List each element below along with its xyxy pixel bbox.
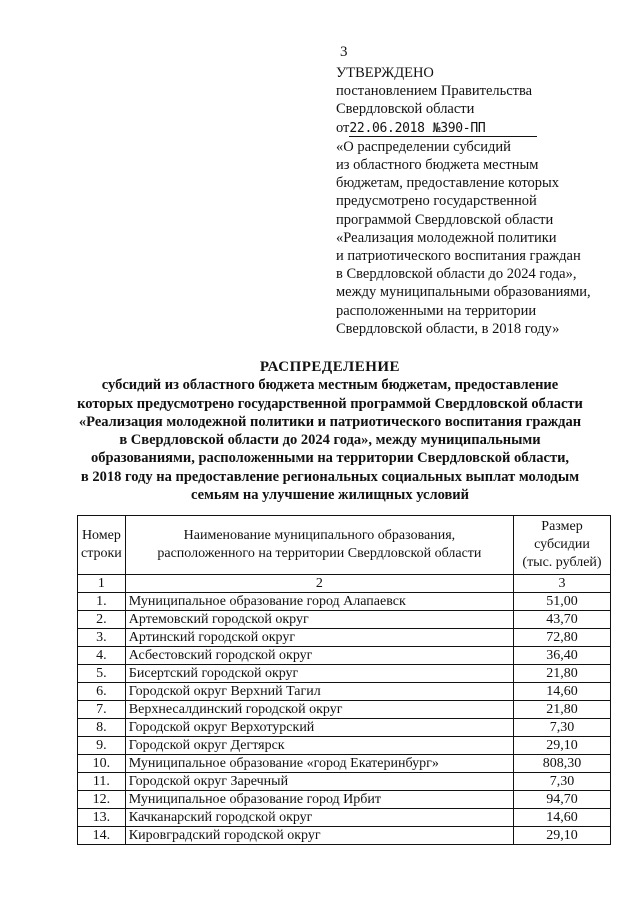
row-number: 10.: [78, 755, 126, 773]
row-number: 9.: [78, 737, 126, 755]
municipality-name: Бисертский городской округ: [125, 665, 513, 683]
approval-line-1: постановлением Правительства: [336, 83, 533, 100]
municipality-name: Качканарский городской округ: [125, 809, 513, 827]
municipality-name: Асбестовский городской округ: [125, 647, 513, 665]
approval-title-line: и патриотического воспитания граждан: [336, 248, 581, 265]
approval-title-line: Свердловской области, в 2018 году»: [336, 320, 560, 337]
approval-date-line: [336, 119, 616, 138]
approval-title-line: «Реализация молодежной политики: [336, 229, 557, 246]
municipality-name: Кировградский городской округ: [125, 827, 513, 845]
approval-line-2: Свердловской области: [336, 101, 475, 118]
row-number: 5.: [78, 665, 126, 683]
approval-title-line: в Свердловской области до 2024 года»,: [336, 266, 577, 283]
document-subtitle-line: в Свердловской области до 2024 года», между муниципальными: [119, 432, 541, 449]
row-number: 7.: [78, 701, 126, 719]
subsidy-amount: 29,10: [514, 737, 611, 755]
approval-block: [336, 64, 616, 338]
row-number: 3.: [78, 629, 126, 647]
subsidy-amount: 36,40: [514, 647, 611, 665]
municipality-name: Артинский городской округ: [125, 629, 513, 647]
subsidy-amount: 21,80: [514, 701, 611, 719]
table-row: [78, 773, 611, 791]
approval-date: 22.06.2018: [349, 120, 425, 136]
column-index: 1: [78, 575, 126, 593]
page-number: 3: [340, 44, 348, 60]
municipality-name: Городской округ Верхотурский: [125, 719, 513, 737]
table-row: [78, 611, 611, 629]
table-row: [78, 737, 611, 755]
document-subtitle-line: семьям на улучшение жилищных условий: [190, 487, 470, 504]
document-title: РАСПРЕДЕЛЕНИЕ: [259, 359, 401, 375]
municipality-name: Муниципальное образование город Ирбит: [125, 791, 513, 809]
row-number: 12.: [78, 791, 126, 809]
table-row: [78, 719, 611, 737]
table-row: [78, 755, 611, 773]
table-row: [78, 701, 611, 719]
table-header-row: [78, 516, 611, 575]
municipality-name: Городской округ Дегтярск: [125, 737, 513, 755]
header-subsidy-amount: Размер субсидии (тыс. рублей): [514, 516, 611, 575]
row-number: 4.: [78, 647, 126, 665]
table-row: [78, 629, 611, 647]
subsidy-amount: 29,10: [514, 827, 611, 845]
table-row: [78, 593, 611, 611]
approval-from: от: [336, 119, 350, 136]
subsidy-amount: 7,30: [514, 719, 611, 737]
row-number: 1.: [78, 593, 126, 611]
table-row: [78, 791, 611, 809]
document-heading: [60, 358, 600, 504]
approval-title-line: программой Свердловской области: [336, 211, 554, 228]
municipality-name: Верхнесалдинский городской округ: [125, 701, 513, 719]
subsidy-amount: 21,80: [514, 665, 611, 683]
row-number: 11.: [78, 773, 126, 791]
approval-number: №390-ПП: [432, 120, 486, 136]
municipality-name: Городской округ Верхний Тагил: [125, 683, 513, 701]
approval-title-line: бюджетам, предоставление которых: [336, 175, 560, 192]
row-number: 6.: [78, 683, 126, 701]
subsidy-amount: 7,30: [514, 773, 611, 791]
row-number: 2.: [78, 611, 126, 629]
subsidy-amount: 14,60: [514, 683, 611, 701]
column-index: 2: [125, 575, 513, 593]
subsidy-amount: 94,70: [514, 791, 611, 809]
municipality-name: Муниципальное образование город Алапаевск: [125, 593, 513, 611]
approval-title-line: между муниципальными образованиями,: [336, 284, 591, 301]
municipality-name: Городской округ Заречный: [125, 773, 513, 791]
header-municipality-name: Наименование муниципального образования, расположенного на территории Свердловской области: [125, 516, 513, 575]
document-subtitle-line: которых предусмотрено государственной программой Свердловской области: [77, 395, 583, 412]
column-index-row: [78, 575, 611, 593]
document-subtitle-line: в 2018 году на предоставление региональных социальных выплат молодым: [80, 468, 580, 485]
document-subtitle-line: образованиями, расположенными на территории Свердловской области,: [90, 450, 570, 467]
header-row-number: Номер строки: [78, 516, 126, 575]
municipality-name: Артемовский городской округ: [125, 611, 513, 629]
subsidy-amount: 51,00: [514, 593, 611, 611]
approval-title-line: «О распределении субсидий: [336, 138, 511, 155]
approval-title-line: из областного бюджета местным: [336, 157, 539, 174]
row-number: 8.: [78, 719, 126, 737]
approval-title: [336, 138, 616, 338]
column-index: 3: [514, 575, 611, 593]
table-row: [78, 809, 611, 827]
municipality-name: Муниципальное образование «город Екатеринбург»: [125, 755, 513, 773]
distribution-table: [77, 515, 611, 845]
approval-title-line: предусмотрено государственной: [336, 193, 537, 210]
approval-title-line: расположенными на территории: [336, 302, 537, 319]
table-row: [78, 665, 611, 683]
row-number: 13.: [78, 809, 126, 827]
table-row: [78, 827, 611, 845]
document-subtitle-line: субсидий из областного бюджета местным бюджетам, предоставление: [101, 377, 559, 394]
subsidy-amount: 14,60: [514, 809, 611, 827]
approval-heading: УТВЕРЖДЕНО: [336, 65, 434, 81]
row-number: 14.: [78, 827, 126, 845]
approval-date-field: [349, 121, 537, 137]
subsidy-amount: 72,80: [514, 629, 611, 647]
subsidy-amount: 43,70: [514, 611, 611, 629]
table-row: [78, 683, 611, 701]
table-row: [78, 647, 611, 665]
subsidy-amount: 808,30: [514, 755, 611, 773]
document-subtitle-line: «Реализация молодежной политики и патриотического воспитания граждан: [78, 413, 582, 430]
